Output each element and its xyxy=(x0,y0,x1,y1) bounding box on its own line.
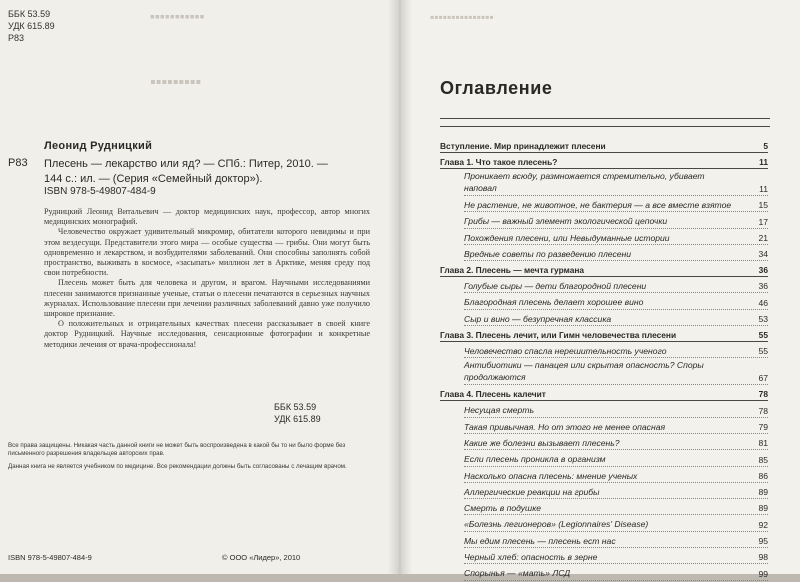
toc-entry-label: Мы едим плесень — плесень ест нас xyxy=(464,535,616,546)
toc-entry-label: Спорынья — «мать» ЛСД xyxy=(464,568,571,579)
isbn: ISBN 978-5-49807-484-9 xyxy=(44,186,156,197)
toc-entry-label: Насколько опасна плесень: мнение ученых xyxy=(464,470,638,481)
toc-page-number: 89 xyxy=(758,487,768,498)
toc-entry-label: Похождения плесени, или Невыдуманные истории xyxy=(464,232,670,243)
toc-chapter xyxy=(440,262,768,278)
toc-entry-label: Глава 4. Плесень калечит xyxy=(440,389,546,400)
toc-section xyxy=(440,435,768,451)
toc-page-number: 11 xyxy=(759,157,768,167)
annotation-paragraph: Рудницкий Леонид Витальевич — доктор медицинских наук, профессор, автор многих медицинских монографий. xyxy=(44,207,370,227)
toc-section xyxy=(440,565,768,581)
toc-section xyxy=(440,484,768,500)
toc-chapter xyxy=(440,327,768,343)
toc-section xyxy=(440,343,768,359)
author-mark-catalog: Р83 xyxy=(8,157,28,169)
toc-leader-line xyxy=(464,514,768,515)
toc-leader-line xyxy=(440,276,768,277)
toc-page-number: 55 xyxy=(758,346,768,357)
toc-leader-line xyxy=(464,384,768,385)
toc-page-number: 98 xyxy=(758,552,768,563)
toc-entry-label: «Болезнь легионеров» (Legionnaires' Disease) xyxy=(464,519,649,530)
disclaimer-paragraph: Данная книга не является учебником по медицине. Все рекомендации должны быть согласованы с лечащим врачом. xyxy=(8,463,347,470)
toc-section xyxy=(440,230,768,246)
toc-page-number: 46 xyxy=(758,297,768,308)
toc-section xyxy=(440,549,768,565)
toc-leader-line xyxy=(464,228,768,229)
toc-leader-line xyxy=(440,152,768,153)
toc-page-number: 92 xyxy=(758,519,768,530)
table-of-contents xyxy=(440,138,768,582)
toc-entry-label: Какие же болезни вызывает плесень? xyxy=(464,437,620,448)
toc-leader-line xyxy=(440,168,768,169)
toc-chapter xyxy=(440,386,768,402)
toc-page-number: 78 xyxy=(758,389,768,400)
toc-leader-line xyxy=(440,341,768,342)
toc-page-number: 15 xyxy=(758,200,768,211)
toc-entry-label: Проникает всюду, размножается стремительно, убивает наповал xyxy=(464,171,705,193)
toc-leader-line xyxy=(464,417,768,418)
toc-leader-line xyxy=(464,482,768,483)
toc-page-number: 79 xyxy=(758,421,768,432)
toc-page-number: 85 xyxy=(758,454,768,465)
toc-entry-label: Такая привычная. Но от этого не менее опасная xyxy=(464,421,666,432)
toc-entry-label: Глава 2. Плесень — мечта гурмана xyxy=(440,265,585,276)
toc-page-number: 34 xyxy=(758,249,768,260)
toc-section xyxy=(440,294,768,310)
classification-codes-top xyxy=(8,8,55,44)
bbk-code: ББК 53.59 xyxy=(8,9,51,19)
isbn-footer: ISBN 978-5-49807-484-9 xyxy=(8,553,92,562)
book-gutter xyxy=(388,0,412,574)
toc-leader-line xyxy=(464,433,768,434)
title-rule xyxy=(440,126,770,127)
toc-entry-label: Вступление. Мир принадлежит плесени xyxy=(440,141,606,151)
toc-page-number: 86 xyxy=(758,470,768,481)
toc-entry-label: Антибиотики — панацея или скрытая опасность? Споры продолжаются xyxy=(464,360,704,383)
toc-entry-label: Черный хлеб: опасность в зерне xyxy=(464,552,598,563)
classification-codes-bottom xyxy=(274,401,321,425)
toc-page-number: 78 xyxy=(758,405,768,416)
toc-leader-line xyxy=(440,400,768,401)
toc-section xyxy=(440,468,768,484)
toc-section xyxy=(440,213,768,229)
toc-section xyxy=(440,533,768,549)
toc-page-number: 55 xyxy=(758,330,768,341)
toc-entry-label: Не растение, не животное, не бактерия — а все вместе взятое xyxy=(464,200,732,210)
copyright: © ООО «Лидер», 2010 xyxy=(222,553,301,562)
bleed-through-text: ▪▪▪▪▪▪▪▪▪ xyxy=(150,74,202,91)
toc-entry-label: Аллергические реакции на грибы xyxy=(464,486,600,497)
toc-chapter xyxy=(440,138,768,154)
toc-entry-label: Если плесень проникла в организм xyxy=(464,454,606,465)
bbk-code: ББК 53.59 xyxy=(274,402,317,412)
toc-entry-label: Благородная плесень делает хорошее вино xyxy=(464,297,644,308)
toc-page-number: 67 xyxy=(758,373,768,384)
toc-leader-line xyxy=(464,466,768,467)
toc-page-number: 36 xyxy=(758,281,768,292)
toc-page-number: 5 xyxy=(763,141,768,151)
toc-leader-line xyxy=(464,498,768,499)
toc-entry-label: Глава 3. Плесень лечит, или Гимн человечества плесени xyxy=(440,330,677,341)
author-name: Леонид Рудницкий xyxy=(44,140,153,152)
toc-entry-label: Глава 1. Что такое плесень? xyxy=(440,157,558,167)
author-mark: Р83 xyxy=(8,33,25,43)
udk-code: УДК 615.89 xyxy=(8,21,55,31)
toc-entry-label: Грибы — важный элемент экологической цепочки xyxy=(464,216,668,227)
toc-section xyxy=(440,311,768,327)
toc-section xyxy=(440,419,768,435)
toc-entry-label: Голубые сыры — дети благородной плесени xyxy=(464,281,647,292)
toc-section xyxy=(440,402,768,418)
title-rule xyxy=(440,118,770,119)
toc-leader-line xyxy=(464,531,768,532)
annotation-paragraph: Человечество окружает удивительный микромир, обитатели которого невидимы и при этом вездесущи. Представители этого мира — особые существа — грибы. Они могут быть одновременно и лекарством, и возбудителями заболеваний. Они способны заполнять собой пространство, выживать в космосе, «засыпать» миллион лет в Арктике, меняя среду под свои потребности. xyxy=(44,227,370,278)
toc-section xyxy=(440,278,768,294)
toc-page-number: 89 xyxy=(758,503,768,514)
toc-section xyxy=(440,359,768,386)
left-page xyxy=(0,0,400,574)
bibliographic-record: Плесень — лекарство или яд? — СПб.: Питер, 2010. — 144 с.: ил. — (Серия «Семейный доктор»). xyxy=(44,158,328,185)
toc-section xyxy=(440,516,768,532)
toc-leader-line xyxy=(464,244,768,245)
toc-section xyxy=(440,246,768,262)
toc-section xyxy=(440,500,768,516)
bleed-through-text: ▪▪▪▪▪▪▪▪▪▪▪ xyxy=(150,10,205,25)
toc-leader-line xyxy=(464,292,768,293)
rights-notice xyxy=(8,442,368,476)
toc-leader-line xyxy=(464,309,768,310)
rights-paragraph: Все права защищены. Никакая часть данной книги не может быть воспроизведена в какой бы то ни было форме без письменного разрешения владельцев авторских прав. xyxy=(8,442,346,457)
toc-page-number: 81 xyxy=(758,438,768,449)
annotation-paragraph: Плесень может быть для человека и другом, и врагом. Научными исследованиями плесени занимаются признанные ученые, статьи о плесени печатаются в серьезных научных журналах. Использование плесени при лечении различных заболеваний давно уже получило широкое признание. xyxy=(44,278,370,319)
toc-leader-line xyxy=(464,547,768,548)
toc-section xyxy=(440,451,768,467)
toc-leader-line xyxy=(464,580,768,581)
toc-page-number: 21 xyxy=(758,232,768,243)
toc-leader-line xyxy=(464,260,768,261)
bleed-through-text: ▪▪▪▪▪▪▪▪▪▪▪▪▪▪▪ xyxy=(430,10,494,24)
toc-leader-line xyxy=(464,563,768,564)
toc-chapter xyxy=(440,154,768,170)
toc-entry-label: Вредные советы по разведению плесени xyxy=(464,248,632,259)
annotation-paragraph: О положительных и отрицательных качествах плесени рассказывает в своей книге доктор Рудницкий. Научные исследования, сенсационные фотографии и конкретные методики лечения от врача-профессионала! xyxy=(44,319,370,349)
toc-page-number: 99 xyxy=(758,568,768,579)
toc-leader-line xyxy=(464,325,768,326)
udk-code: УДК 615.89 xyxy=(274,414,321,424)
toc-entry-label: Человечество спасла нерешительность ученого xyxy=(464,346,667,357)
toc-page-number: 95 xyxy=(758,536,768,547)
toc-page-number: 11 xyxy=(759,184,768,194)
toc-leader-line xyxy=(464,211,768,212)
toc-section xyxy=(440,170,768,197)
toc-page-number: 53 xyxy=(758,314,768,325)
annotation xyxy=(44,207,370,350)
toc-leader-line xyxy=(464,357,768,358)
toc-entry-label: Несущая смерть xyxy=(464,405,534,416)
toc-leader-line xyxy=(464,195,768,196)
toc-title: Оглавление xyxy=(440,78,553,98)
toc-section xyxy=(440,197,768,213)
toc-entry-label: Смерть в подушке xyxy=(464,503,542,514)
toc-entry-label: Сыр и вино — безупречная классика xyxy=(464,313,612,324)
toc-page-number: 36 xyxy=(758,265,768,276)
toc-leader-line xyxy=(464,449,768,450)
toc-page-number: 17 xyxy=(758,216,768,227)
